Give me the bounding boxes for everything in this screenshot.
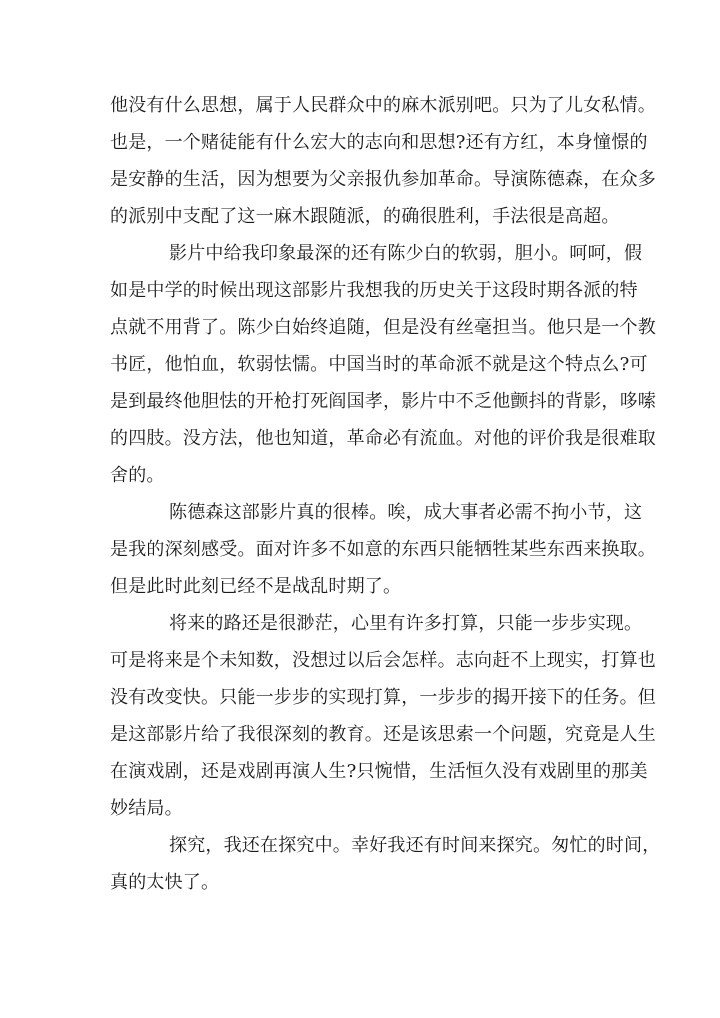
text-line: 影片中给我印象最深的还有陈少白的软弱，胆小。呵呵，假 xyxy=(169,243,643,264)
text-line: 但是此时此刻已经不是战乱时期了。 xyxy=(110,576,402,597)
paragraph-1 xyxy=(110,87,656,235)
text-line: 没有改变快。只能一步步的实现打算，一步步的揭开接下的任务。但 xyxy=(110,687,656,708)
text-line: 点就不用背了。陈少白始终追随，但是没有丝毫担当。他只是一个教 xyxy=(110,317,656,338)
text-line: 陈德森这部影片真的很棒。唉，成大事者必需不拘小节，这 xyxy=(169,502,643,523)
text-line: 也是，一个赌徒能有什么宏大的志向和思想?还有方红，本身憧憬的 xyxy=(110,132,648,153)
text-line: 可是将来是个未知数，没想过以后会怎样。志向赶不上现实，打算也 xyxy=(110,650,656,671)
text-line: 是这部影片给了我很深刻的教育。还是该思索一个问题，究竟是人生 xyxy=(110,724,656,745)
text-line: 书匠，他怕血，软弱怯懦。中国当时的革命派不就是这个特点么?可 xyxy=(110,354,648,375)
text-line: 在演戏剧，还是戏剧再演人生?只惋惜，生活恒久没有戏剧里的那美 xyxy=(110,761,648,782)
paragraph-5 xyxy=(110,827,661,901)
paragraph-3 xyxy=(110,494,656,605)
text-line: 将来的路还是很渺茫，心里有许多打算，只能一步步实现。 xyxy=(169,613,643,634)
text-line: 是到最终他胆怯的开枪打死阎国孝，影片中不乏他颤抖的背影，哆嗦 xyxy=(110,391,656,412)
text-line: 探究，我还在探究中。幸好我还有时间来探究。匆忙的时间， xyxy=(169,835,661,856)
paragraph-2 xyxy=(110,235,656,494)
text-line: 是我的深刻感受。面对许多不如意的东西只能牺牲某些东西来换取。 xyxy=(110,539,656,560)
text-line: 妙结局。 xyxy=(110,798,183,819)
text-line: 他没有什么思想，属于人民群众中的麻木派别吧。只为了儿女私情。 xyxy=(110,95,656,116)
text-line: 舍的。 xyxy=(110,465,165,486)
text-line: 真的太快了。 xyxy=(110,872,220,893)
text-line: 是安静的生活，因为想要为父亲报仇参加革命。导演陈德森，在众多 xyxy=(110,169,656,190)
text-line: 的四肢。没方法，他也知道，革命必有流血。对他的评价我是很难取 xyxy=(110,428,656,449)
document-body xyxy=(110,87,661,901)
text-line: 的派别中支配了这一麻木跟随派，的确很胜利，手法很是高超。 xyxy=(110,206,620,227)
paragraph-4 xyxy=(110,605,656,827)
text-line: 如是中学的时候出现这部影片我想我的历史关于这段时期各派的特 xyxy=(110,280,638,301)
